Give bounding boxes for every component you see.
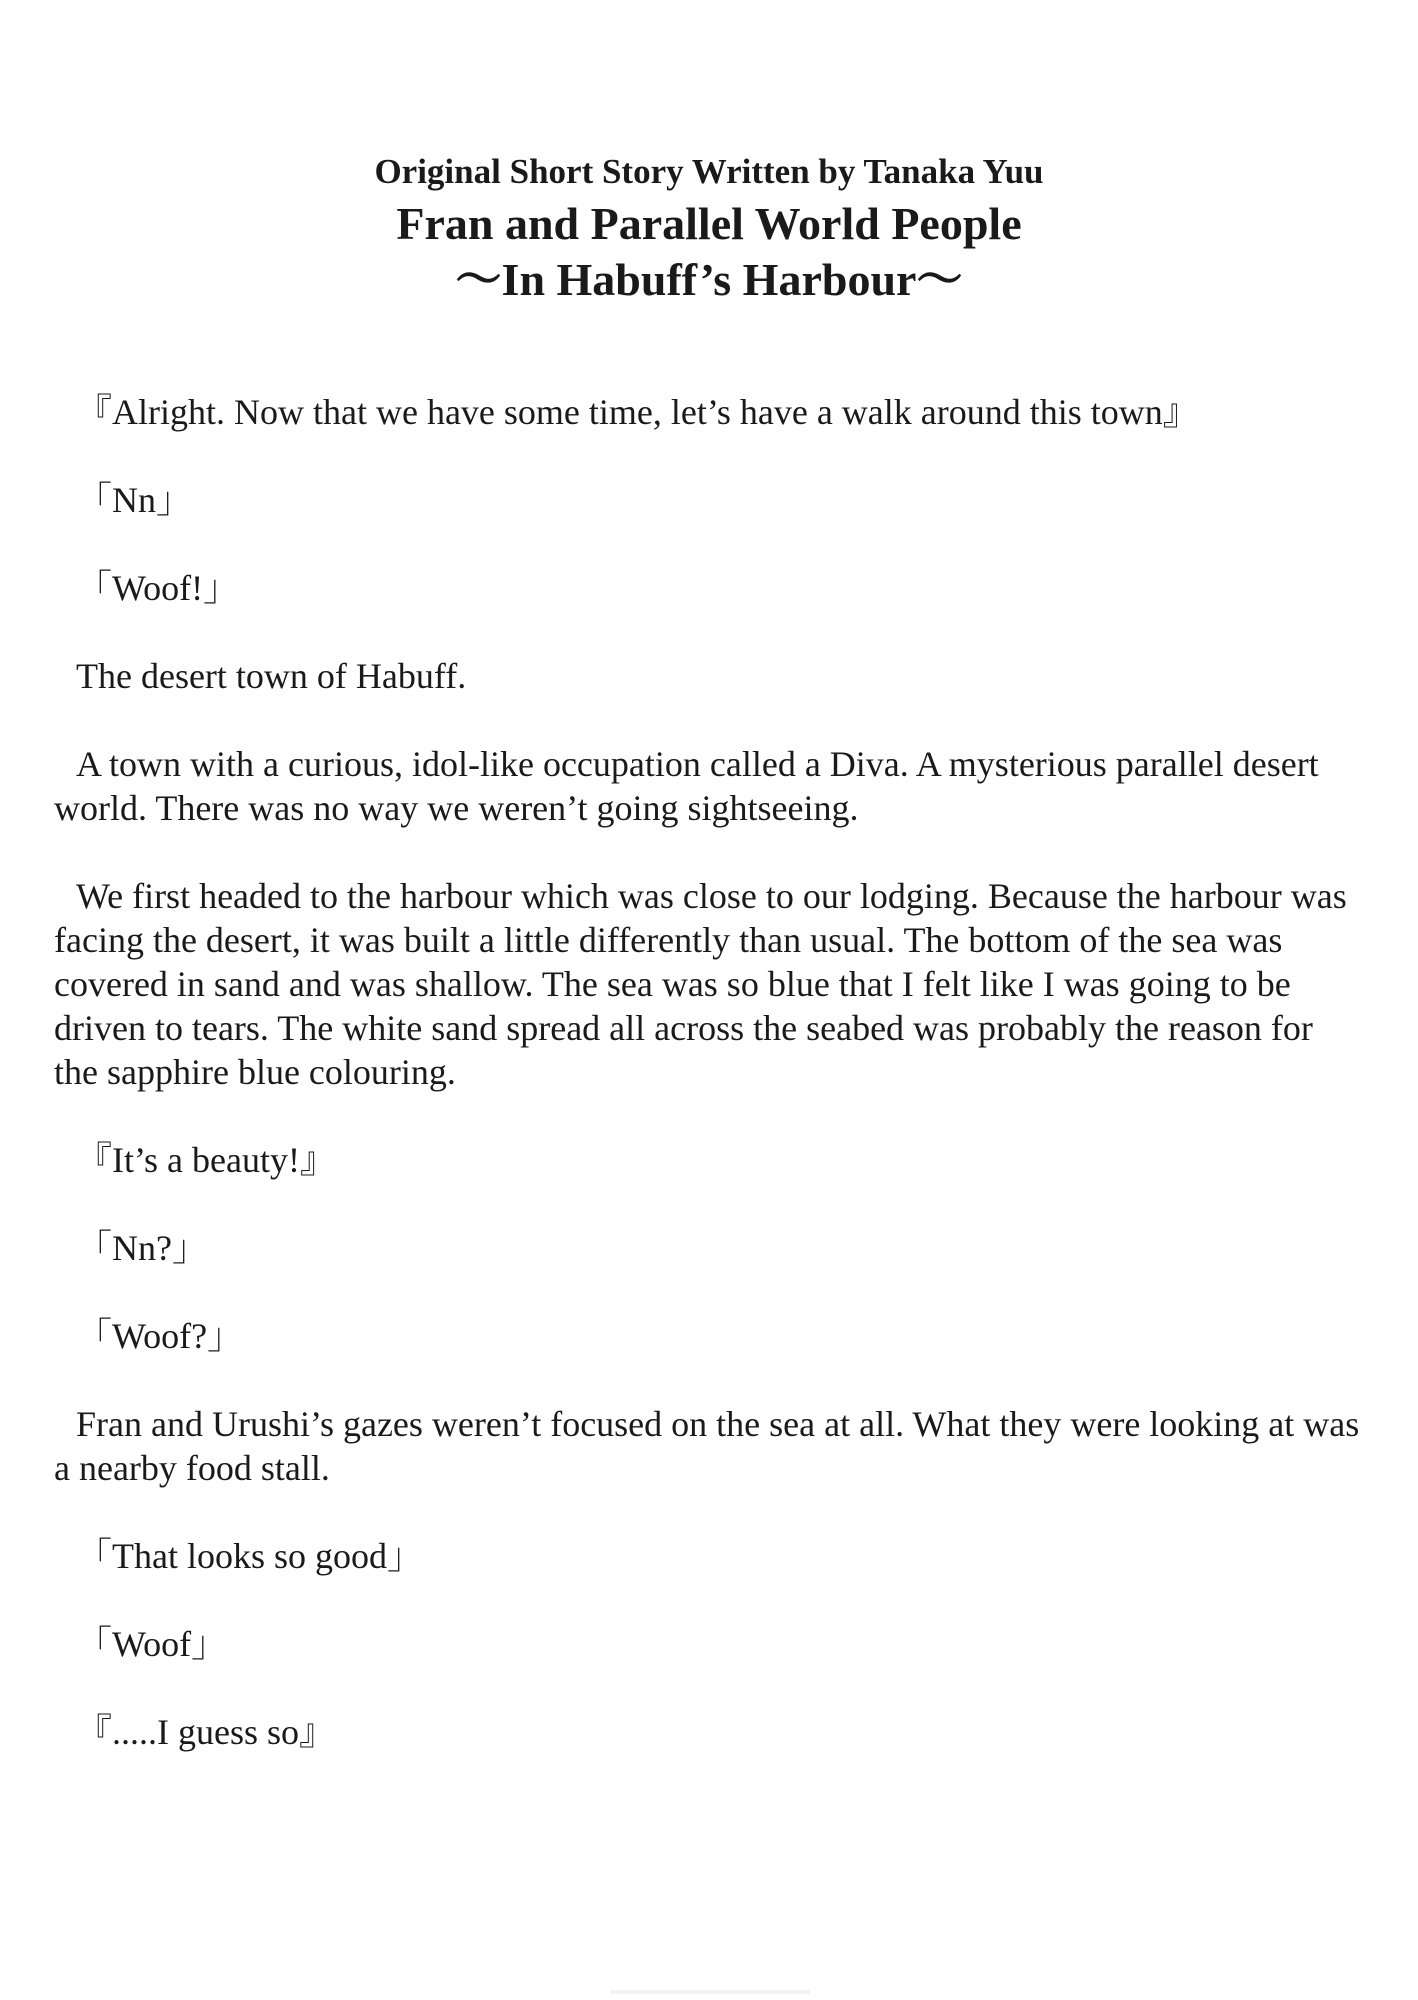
dialogue-line: 『.....I guess so』 — [76, 1712, 335, 1752]
narration-paragraph: A town with a curious, idol-like occupation called a Diva. A mysterious parallel desert world. There was no way we weren’t going sightseeing. — [54, 744, 1319, 828]
narration-paragraph: The desert town of Habuff. — [76, 656, 467, 696]
story-body — [54, 390, 1364, 1798]
story-header — [0, 148, 1418, 308]
narration-paragraph: Fran and Urushi’s gazes weren’t focused on the sea at all. What they were looking at was a nearby food stall. — [54, 1404, 1360, 1488]
dialogue-line: 『Alright. Now that we have some time, let’s have a walk around this town』 — [76, 392, 1199, 432]
dialogue-line: 「Woof?」 — [76, 1316, 244, 1356]
story-title-line-2: ～In Habuff’s Harbour～ — [455, 254, 963, 305]
dialogue-line: 『It’s a beauty!』 — [76, 1140, 336, 1180]
narration-paragraph: We first headed to the harbour which was close to our lodging. Because the harbour was facing the desert, it was built a little differently than usual. The bottom of the sea was covered in sand and was shallow. The sea was so blue that I felt like I was going to be driven to tears. The white sand spread all across the seabed was probably the reason for the sapphire blue colouring. — [54, 876, 1347, 1092]
dialogue-line: 「Nn?」 — [76, 1228, 208, 1268]
story-title-line-1: Fran and Parallel World People — [396, 198, 1022, 249]
author-byline: Original Short Story Written by Tanaka Yuu — [374, 152, 1044, 191]
dialogue-line: 「Woof」 — [76, 1624, 228, 1664]
dialogue-line: 「Woof!」 — [76, 568, 240, 608]
page-edge-mark — [610, 1990, 810, 1994]
dialogue-line: 「Nn」 — [76, 480, 192, 520]
dialogue-line: 「That looks so good」 — [76, 1536, 423, 1576]
